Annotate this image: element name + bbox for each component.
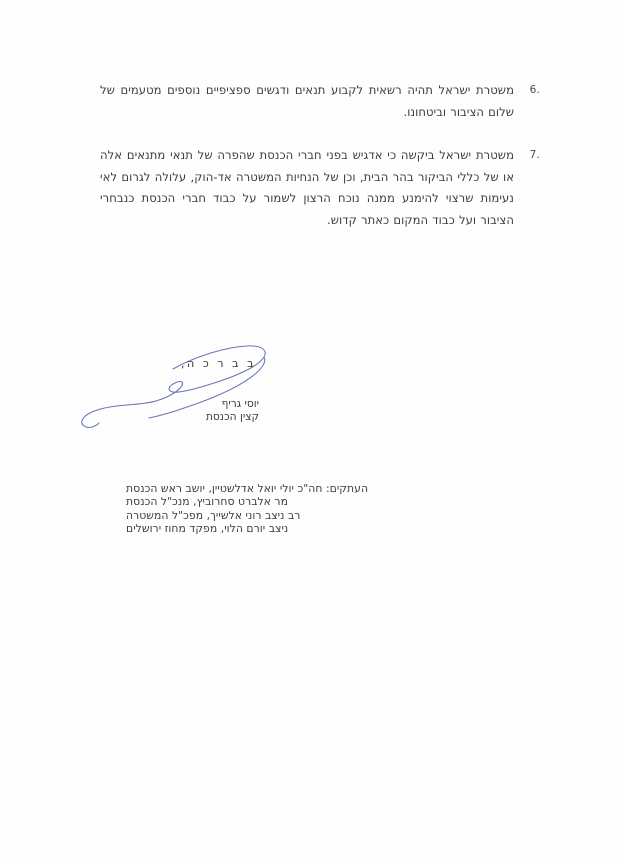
copies-first-line (110, 482, 520, 495)
clause-number: .6 (529, 84, 540, 96)
clause-text: משטרת ישראל תהיה רשאית לקבוע תנאים ודגשים ספציפיים נוספים מטעמים של שלום הציבור וביטחונו. (100, 83, 514, 119)
clause-list (100, 80, 540, 253)
copies-block (110, 482, 520, 535)
copies-recipient-list (110, 495, 520, 535)
signature-role: קצין הכנסת (205, 411, 259, 423)
clause-number: .7 (529, 149, 540, 161)
copies-recipient: רב ניצב רוני אלשייך, מפכ"ל המשטרה (126, 508, 301, 522)
clause-item (100, 80, 540, 123)
clause-item (100, 145, 540, 231)
copies-label: העתקים: (325, 482, 369, 495)
signature-greeting: ב ב ר כ ה, (180, 356, 256, 370)
copies-recipient: ניצב יורם הלוי, מפקד מחוז ירושלים (126, 521, 289, 535)
signature-name: יוסי גריף (221, 398, 259, 410)
clause-text: משטרת ישראל ביקשה כי אדגיש בפני חברי הכנסת שהפרה של תנאי מתנאים אלה או של כללי הביקור בהר הבית, וכן של הנחיות המשטרה אד-הוק, עלולה לגרום לאי נעימות שרצוי להימנע ממנה נוכח הרצון לשמור על כבוד חברי הכנסת כנבחרי הציבור ועל כבוד המקום כאתר קדוש. (100, 148, 514, 227)
copies-recipient: חה"כ יולי יואל אדלשטיין, יושב ראש הכנסת (126, 482, 323, 495)
signature-block (79, 338, 294, 438)
copies-recipient: מר אלברט סחרוביץ, מנכ"ל הכנסת (126, 495, 288, 509)
